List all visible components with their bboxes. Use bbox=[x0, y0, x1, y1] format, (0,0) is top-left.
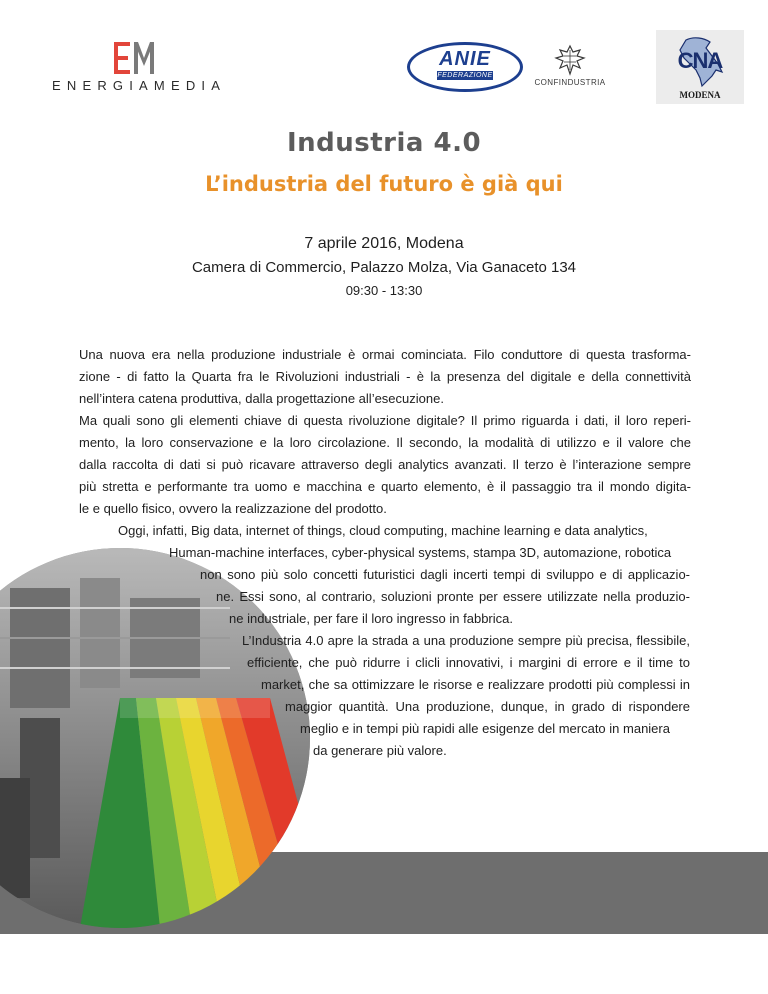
body-line: più stretta e performante tra uomo e macchina e quarto elemento, è il passaggio tra il mondo digita- bbox=[79, 479, 691, 494]
event-place: Camera di Commercio, Palazzo Molza, Via Ganaceto 134 bbox=[191, 259, 577, 276]
footer-space bbox=[0, 934, 768, 994]
em-mark-icon bbox=[112, 40, 156, 76]
page-title: Industria 4.0 bbox=[286, 128, 482, 158]
body-line: Oggi, infatti, Big data, internet of things, cloud computing, machine learning e data analytics, bbox=[118, 523, 648, 538]
event-info bbox=[0, 232, 768, 302]
confindustria-logo bbox=[528, 44, 612, 94]
body-line: nell’intera catena produttiva, dalla progettazione all’esecuzione. bbox=[79, 391, 444, 406]
body-line: meglio e in tempi più rapidi alle esigenze del mercato in maniera bbox=[300, 721, 670, 736]
body-line: non sono più solo concetti futuristici dagli incerti tempi di sviluppo e di applicazio- bbox=[200, 567, 690, 582]
cna-wordmark: CNA bbox=[677, 48, 723, 73]
event-date: 7 aprile 2016, Modena bbox=[304, 235, 464, 252]
body-line: zione - di fatto la Quarta fra le Rivoluzioni industriali - è la presenza del digitale e della connettività bbox=[79, 369, 691, 384]
body-line: mento, la loro conservazione e la loro circolazione. Il secondo, la modalità di utilizzo e il valore che bbox=[79, 435, 691, 450]
eagle-emblem-icon bbox=[554, 44, 586, 76]
anie-subtitle: FEDERAZIONE bbox=[437, 72, 493, 79]
confindustria-wordmark: CONFINDUSTRIA bbox=[534, 78, 606, 87]
body-line: ne. Essi sono, al contrario, soluzioni pronte per essere utilizzate nella produzio- bbox=[216, 589, 690, 604]
cna-logo bbox=[656, 30, 744, 104]
anie-logo bbox=[407, 42, 521, 90]
cna-city: MODENA bbox=[679, 90, 721, 100]
body-line: efficiente, che può ridurre i clicli innovativi, i margini di errore e il time to bbox=[247, 655, 690, 670]
energiamedia-logo bbox=[52, 40, 227, 100]
page-subtitle: L’industria del futuro è già qui bbox=[205, 172, 563, 196]
energiamedia-wordmark: ENERGIAMEDIA bbox=[52, 78, 227, 93]
body-line: Ma quali sono gli elementi chiave di questa rivoluzione digitale? Il primo riguarda i dati, il loro reperi- bbox=[79, 413, 691, 428]
body-line: da generare più valore. bbox=[313, 743, 447, 758]
body-line: Human-machine interfaces, cyber-physical systems, stampa 3D, automazione, robotica bbox=[169, 545, 672, 560]
body-line: le e quello fisico, ovvero la realizzazione del prodotto. bbox=[79, 501, 387, 516]
body-line: dalla raccolta di dati si può ricavare attraverso degli analytics avanzati. Il terzo è l’interazione sempre bbox=[79, 457, 691, 472]
body-line: ne industriale, per fare il loro ingresso in fabbrica. bbox=[229, 611, 513, 626]
body-line: Una nuova era nella produzione industriale è ormai cominciata. Filo conduttore di questa trasforma- bbox=[79, 347, 691, 362]
event-time: 09:30 - 13:30 bbox=[345, 283, 423, 298]
body-line: market, che sa ottimizzare le risorse e realizzare prodotti più complessi in bbox=[261, 677, 690, 692]
body-line: maggior quantità. Una produzione, dunque, in grado di rispondere bbox=[285, 699, 690, 714]
anie-wordmark: ANIE bbox=[439, 48, 491, 70]
body-line: L’Industria 4.0 apre la strada a una produzione sempre più precisa, flessibile, bbox=[242, 633, 690, 648]
